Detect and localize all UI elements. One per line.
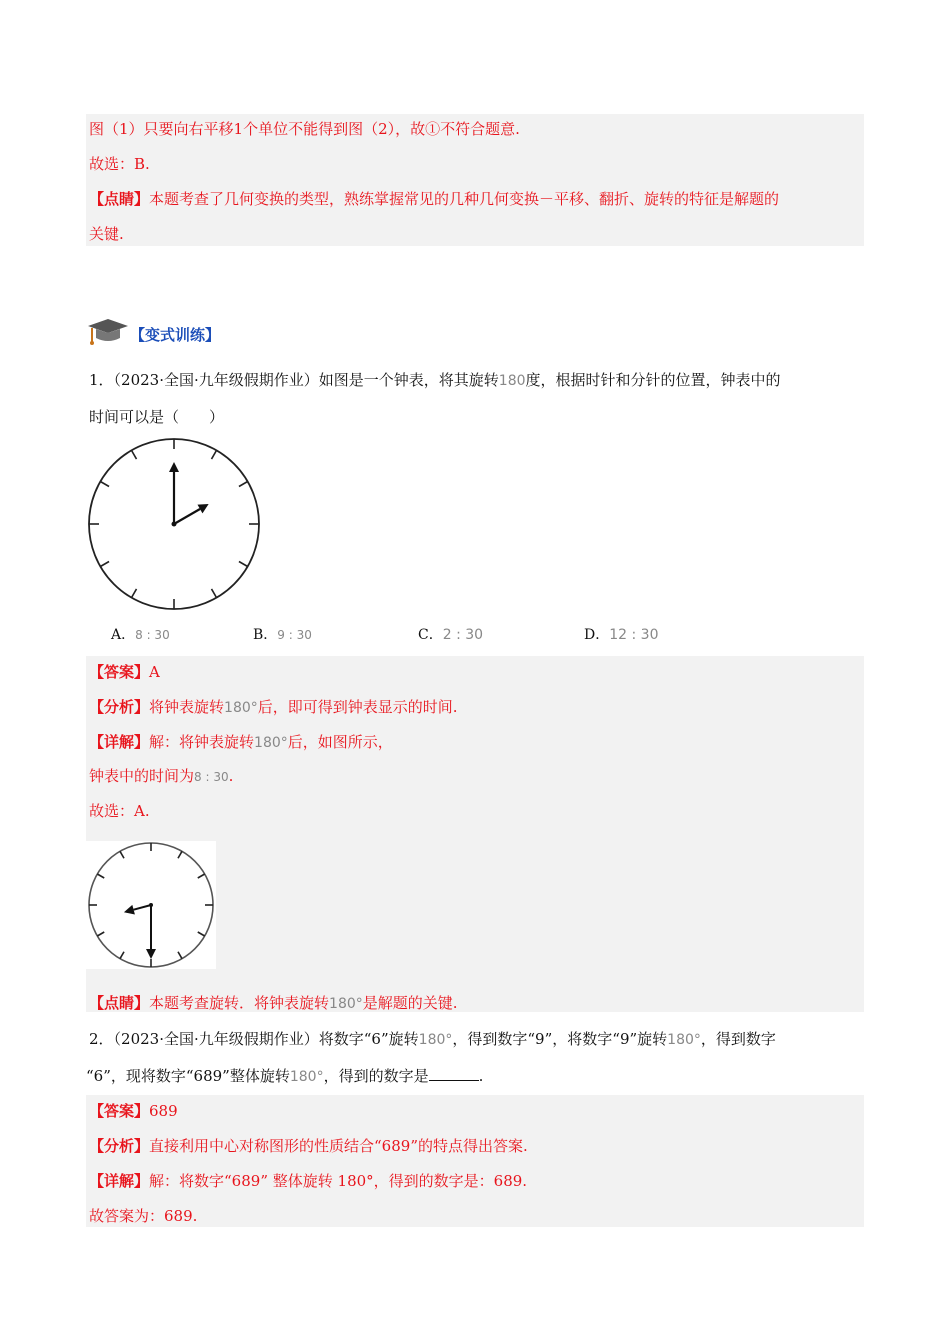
detail-tag: 【详解】 [89,1172,150,1190]
analysis-degree: 180° [224,700,258,716]
answer-value: 689 [149,1102,178,1120]
q1-detail-line-3: 故选：A. [89,802,150,820]
option-b-value: 9 : 30 [277,628,312,642]
detail-text-b: 后，如图所示， [287,733,393,751]
note-text-a: 本题考查旋转．将钟表旋转 [149,994,330,1012]
prev-solution-line-1: 图（1）只要向右平移1个单位不能得到图（2），故①不符合题意. [89,120,520,138]
option-b[interactable] [253,624,312,644]
q2-number: 2． [89,1030,114,1048]
detail-line2-end: . [228,767,234,785]
graduation-cap-icon [86,316,130,348]
answer-value: A [149,663,160,681]
note-text-b: 是解题的关键. [362,994,458,1012]
option-a-label: A． [111,627,136,643]
q2-stem-line-2 [86,1066,483,1087]
q1-text-a: 如图是一个钟表，将其旋转 [318,371,499,389]
q1-text-b: 度，根据时针和分针的位置，钟表中的 [525,371,781,389]
q2-line2-text-a: “6”，现将数字“689”整体旋转 [86,1067,290,1085]
solution-clock-face [86,841,216,969]
q1-stem-line-2: 时间可以是（ ） [89,408,225,426]
q1-detail [89,732,393,753]
q2-line2-end: . [478,1067,484,1085]
detail-line2-text: 钟表中的时间为 [89,767,195,785]
question-clock [86,436,266,620]
q1-answer [89,662,160,682]
q2-stem-line-1 [89,1029,776,1050]
question-clock-face [86,436,266,616]
q2-degree-1: 180° [418,1032,453,1048]
q1-source: （2023·全国·九年级假期作业） [113,371,319,389]
q1-detail-line-2 [89,766,233,787]
q2-degree-2: 180° [667,1032,701,1048]
q1-note [89,993,458,1014]
note-text: 本题考查了几何变换的类型，熟练掌握常见的几种几何变换－平移、翻折、旋转的特征是解题的 [149,190,780,208]
q2-answer [89,1101,178,1121]
solution-clock [86,841,216,969]
option-a[interactable] [111,624,170,644]
option-d-value: 12 : 30 [609,627,659,643]
answer-blank[interactable] [429,1066,479,1081]
option-d-label: D． [584,627,610,643]
q2-source: （2023·全国·九年级假期作业） [113,1030,319,1048]
option-c-value: 2 : 30 [442,627,484,643]
note-tag: 【点睛】 [89,994,150,1012]
q2-line2-text-b: ，得到的数字是 [323,1067,429,1085]
q2-text-a: 将数字“6”旋转 [318,1030,419,1048]
analysis-text: 直接利用中心对称图形的性质结合“689”的特点得出答案. [149,1137,528,1155]
analysis-tag: 【分析】 [89,1137,150,1155]
option-d[interactable] [584,624,658,644]
option-a-value: 8 : 30 [135,628,170,642]
q1-degree: 180 [498,373,526,389]
note-degree: 180° [329,996,363,1012]
section-title: 【变式训练】 [130,326,221,344]
detail-tag: 【详解】 [89,733,150,751]
q1-analysis [89,697,458,718]
q2-text-b: ，得到数字“9”，将数字“9”旋转 [452,1030,668,1048]
answer-tag: 【答案】 [89,663,150,681]
detail-time: 8 : 30 [194,770,229,784]
option-c-label: C． [418,627,443,643]
prev-solution-note [89,189,779,209]
q2-final: 故答案为：689. [89,1207,198,1225]
detail-text: 解：将数字“689” 整体旋转 180°，得到的数字是：689. [149,1172,528,1190]
analysis-tag: 【分析】 [89,698,150,716]
q2-detail [89,1171,527,1191]
analysis-text-b: 后，即可得到钟表显示的时间. [257,698,458,716]
note-tag: 【点睛】 [89,190,150,208]
q1-stem-line-1 [89,370,781,391]
q2-degree-3: 180° [289,1069,324,1085]
q2-solution-block [86,1095,864,1227]
q2-analysis [89,1136,528,1156]
prev-solution-note-line-2: 关键. [89,225,124,243]
detail-text-a: 解：将钟表旋转 [149,733,255,751]
detail-degree: 180° [254,735,288,751]
option-c[interactable] [418,624,483,644]
prev-solution-line-2: 故选：B. [89,155,150,173]
q2-text-c: ，得到数字 [700,1030,776,1048]
analysis-text-a: 将钟表旋转 [149,698,225,716]
option-b-label: B． [253,627,278,643]
answer-tag: 【答案】 [89,1102,150,1120]
q1-number: 1． [89,371,114,389]
